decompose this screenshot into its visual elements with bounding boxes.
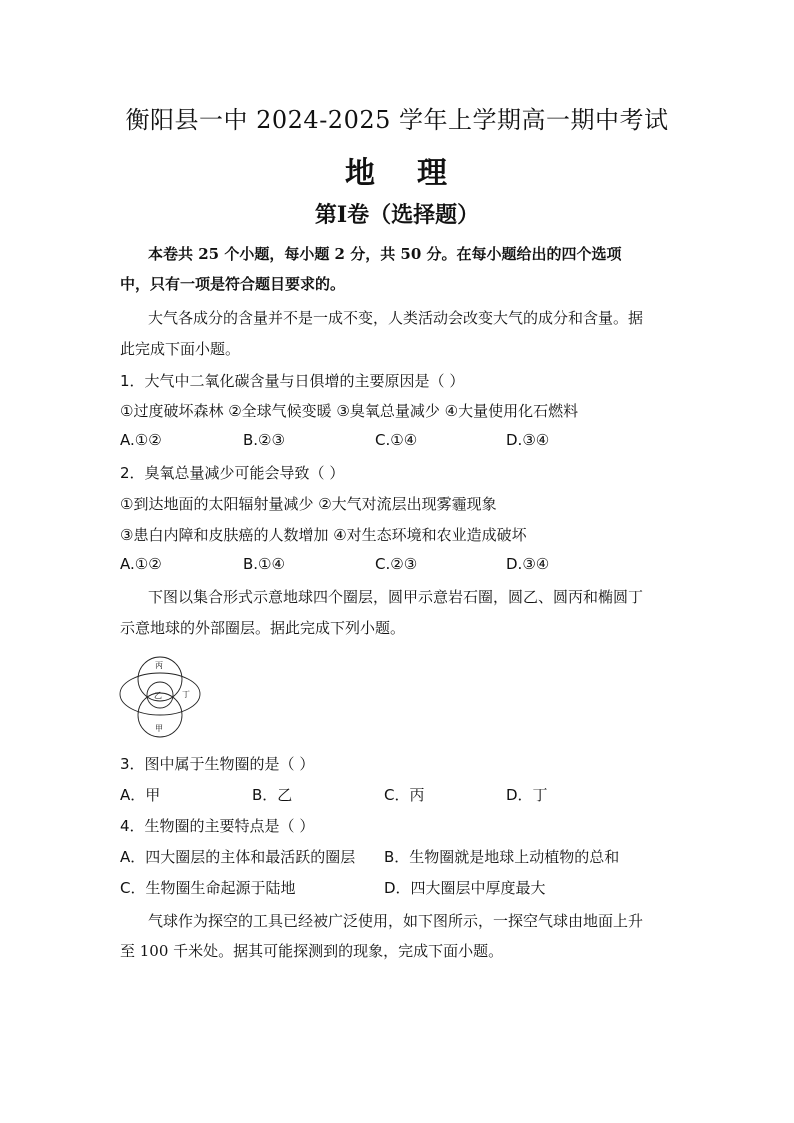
question-3-option-b: B．乙 xyxy=(252,786,293,804)
question-2-items-1: ①到达地面的太阳辐射量减少 ②大气对流层出现雾霾现象 xyxy=(120,495,497,513)
passage-2-line-2: 示意地球的外部圈层。据此完成下列小题。 xyxy=(120,619,406,637)
geosphere-venn-diagram xyxy=(116,650,206,742)
label-jia: 甲 xyxy=(155,724,163,733)
question-2-option-a: A.①② xyxy=(120,555,162,573)
passage-1-line-1: 大气各成分的含量并不是一成不变，人类活动会改变大气的成分和含量。据 xyxy=(148,309,644,327)
question-3-option-d: D．丁 xyxy=(506,786,548,804)
label-bing: 丙 xyxy=(155,661,163,670)
question-2-stem: 2．臭氧总量减少可能会导致（ ） xyxy=(120,464,345,482)
question-4-option-a: A．四大圈层的主体和最活跃的圈层 xyxy=(120,848,356,866)
question-1-stem: 1．大气中二氧化碳含量与日俱增的主要原因是（ ） xyxy=(120,372,465,390)
question-1-option-b: B.②③ xyxy=(243,431,285,449)
subject-char-1: 地 xyxy=(345,156,377,191)
section-title: 第Ⅰ卷（选择题） xyxy=(314,202,480,228)
passage-2-line-1: 下图以集合形式示意地球四个圈层，圆甲示意岩石圈，圆乙、圆丙和椭圆丁 xyxy=(148,588,644,606)
question-2-option-d: D.③④ xyxy=(506,555,550,573)
question-4-option-d: D．四大圈层中厚度最大 xyxy=(384,879,546,897)
question-2-option-b: B.①④ xyxy=(243,555,285,573)
question-3-option-c: C．丙 xyxy=(384,786,425,804)
subject-char-2: 理 xyxy=(417,156,449,191)
label-yi: 乙 xyxy=(154,691,162,700)
exam-title: 衡阳县一中 2024-2025 学年上学期高一期中考试 xyxy=(125,106,669,134)
instructions-line-1: 本卷共 25 个小题，每小题 2 分，共 50 分。在每小题给出的四个选项 xyxy=(148,245,622,263)
question-3-stem: 3．图中属于生物圈的是（ ） xyxy=(120,755,315,773)
passage-3-line-1: 气球作为探空的工具已经被广泛使用，如下图所示，一探空气球由地面上升 xyxy=(148,912,644,930)
question-2-option-c: C.②③ xyxy=(375,555,418,573)
question-4-option-c: C．生物圈生命起源于陆地 xyxy=(120,879,296,897)
question-1-option-c: C.①④ xyxy=(375,431,418,449)
question-1-items: ①过度破坏森林 ②全球气候变暖 ③臭氧总量减少 ④大量使用化石燃料 xyxy=(120,402,579,420)
question-1-option-d: D.③④ xyxy=(506,431,550,449)
passage-1-line-2: 此完成下面小题。 xyxy=(120,340,241,358)
question-4-stem: 4．生物圈的主要特点是（ ） xyxy=(120,817,315,835)
subject-title xyxy=(0,148,794,192)
label-ding: 丁 xyxy=(182,690,190,699)
question-3-option-a: A．甲 xyxy=(120,786,161,804)
question-2-items-2: ③患白内障和皮肤癌的人数增加 ④对生态环境和农业造成破坏 xyxy=(120,526,527,544)
question-4-option-b: B．生物圈就是地球上动植物的总和 xyxy=(384,848,620,866)
passage-3-line-2: 至 100 千米处。据其可能探测到的现象，完成下面小题。 xyxy=(120,942,504,960)
question-1-option-a: A.①② xyxy=(120,431,162,449)
instructions-line-2: 中，只有一项是符合题目要求的。 xyxy=(120,275,346,293)
